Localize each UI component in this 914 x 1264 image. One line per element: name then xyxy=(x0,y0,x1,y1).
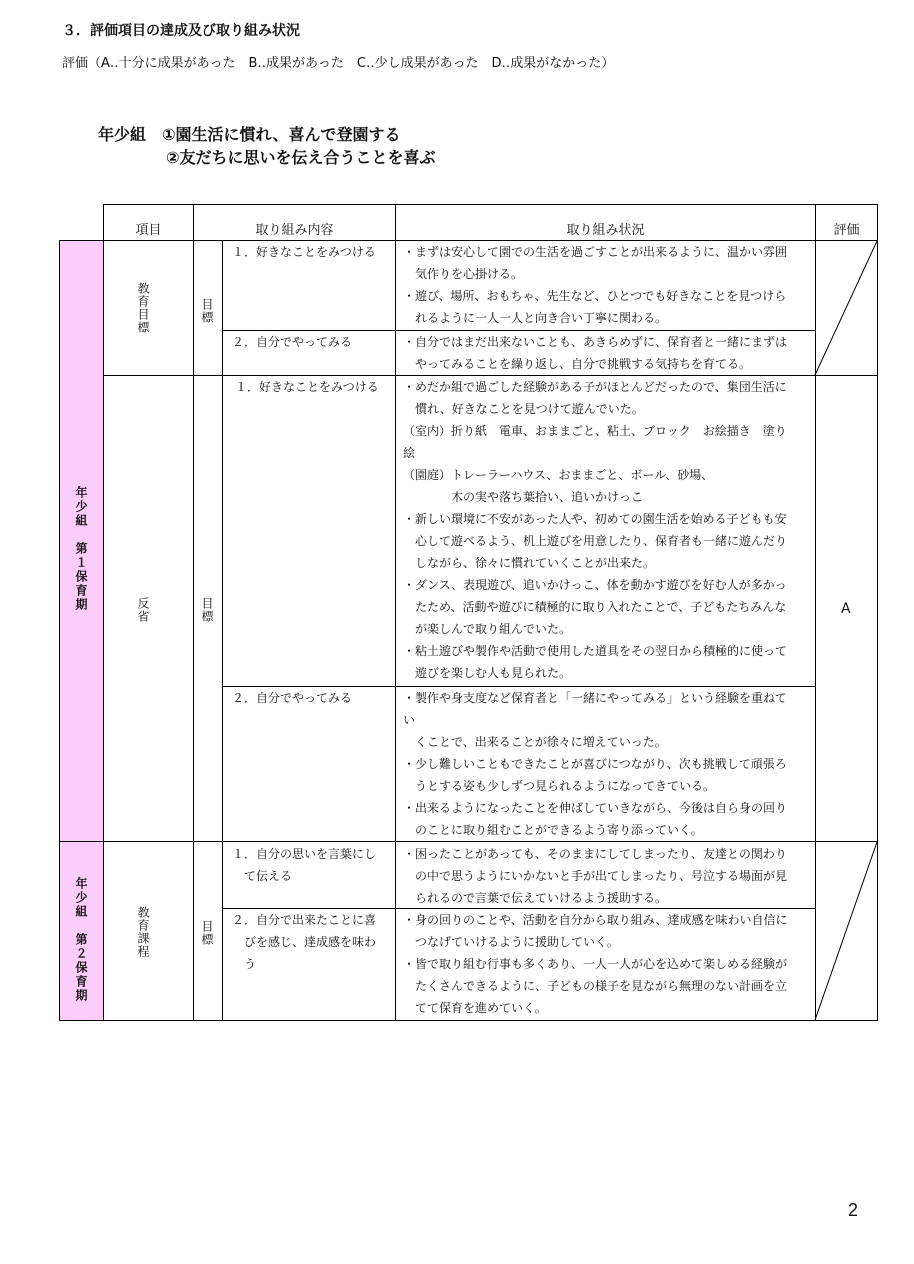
period1-goal-sub: 目標 xyxy=(200,298,214,324)
header-evaluation: 評価 xyxy=(833,223,860,238)
p1-goal-content-2: ２．自分でやってみる xyxy=(232,335,353,349)
p1-goal-content-1: １．好きなことをみつける xyxy=(232,245,376,259)
period1-label: 年少組 第１保育期 xyxy=(74,486,88,612)
goal-line-2: ②友だちに思いを伝え合うことを喜ぶ xyxy=(166,148,436,167)
p1-goal-status-1: ・まずは安心して園での生活を過ごすことが出来るように、温かい雰囲 気作りを心掛ける。 ・遊び、場所、おもちゃ、先生など、ひとつでも好きなことを見つけら れるように一人一人と向き合い丁寧に関わる。 xyxy=(403,245,788,325)
p1-reflection-status-2: ・製作や身支度など保育者と「一緒にやってみる」という経験を重ねて い くことで、出来ることが徐々に増えていった。 ・少し難しいこともできたことが喜びにつながり、次も挑戦して頑張ろ うとする姿も少しずつ見られるようになってきている。 ・出来るようになったことを伸ばしていきながら、今後は自ら身の回り のことに取り組むことができるよう寄り添っていく。 xyxy=(403,691,788,837)
goal-line-1: 年少組 ①園生活に慣れ、喜んで登園する xyxy=(98,125,401,144)
p1-reflection-status-1: ・めだか組で過ごした経験がある子がほとんどだったので、集団生活に 慣れ、好きなことを見つけて遊んでいた。 （室内）折り紙 電車、おままごと、粘土、ブロック お絵描き 塗り 絵 （園庭）トレーラーハウス、おままごと、ボール、砂場、 木の実や落ち葉拾い、追いかけっこ ・新しい環境に不安があった人や、初めての園生活を始める子どもも安 心して遊べるよう、机上遊びを用意したり、保育者も一緒に遊んだり しながら、徐々に慣れていくことが出来た。 ・ダンス、表現遊び、追いかけっこ、体を動かす遊びを好む人が多かっ たため、活動や遊びに積極的に取り入れたことで、子どもたちみんな が楽しんで取り組んでいた。 ・粘土遊びや製作や活動で使用した道具をその翌日から積極的に使って 遊びを楽しむ人も見られた。 xyxy=(403,380,788,680)
page-number: 2 xyxy=(848,1200,859,1220)
section-title: ３．評価項目の達成及び取り組み状況 xyxy=(62,23,300,39)
evaluation-legend: 評価（A‥十分に成果があった B‥成果があった C‥少し成果があった D‥成果がなかった） xyxy=(62,56,615,71)
period1-grade: A xyxy=(841,601,851,617)
period2-item: 教育課程 xyxy=(136,906,150,958)
p1-reflection-content-1: １．好きなことをみつける xyxy=(235,380,379,394)
period1-reflection-sub: 目標 xyxy=(200,597,214,623)
p2-content-2: ２．自分で出来たことに喜 びを感じ、達成感を味わ う xyxy=(232,913,377,971)
header-status: 取り組み状況 xyxy=(566,223,645,238)
p1-goal-status-2: ・自分ではまだ出来ないことも、あきらめずに、保育者と一緒にまずは やってみることを繰り返し、自分で挑戦する気持ちを育てる。 xyxy=(403,335,788,371)
header-content: 取り組み内容 xyxy=(255,223,334,238)
p2-status-2: ・身の回りのことや、活動を自分から取り組み、達成感を味わい自信に つなげていけるように援助していく。 ・皆で取り組む行事も多くあり、一人一人が心を込めて楽しめる経験が たくさんできるように、子どもの様子を見ながら無理のない計画を立 てて保育を進めていく。 xyxy=(403,913,788,1015)
period2-sub: 目標 xyxy=(200,920,214,946)
header-item: 項目 xyxy=(135,223,162,238)
period1-reflection-item: 反省 xyxy=(136,597,150,623)
p1-reflection-content-2: ２．自分でやってみる xyxy=(232,691,353,705)
period2-label: 年少組 第２保育期 xyxy=(74,877,88,1003)
p2-status-1: ・困ったことがあっても、そのままにしてしまったり、友達との関わり の中で思うようにいかないと手が出てしまったり、号泣する場面が見 られるので言葉で伝えていけるよう援助する。 xyxy=(403,847,788,905)
period1-goal-item: 教育目標 xyxy=(136,282,150,334)
p2-content-1: １．自分の思いを言葉にし て伝える xyxy=(232,847,377,883)
